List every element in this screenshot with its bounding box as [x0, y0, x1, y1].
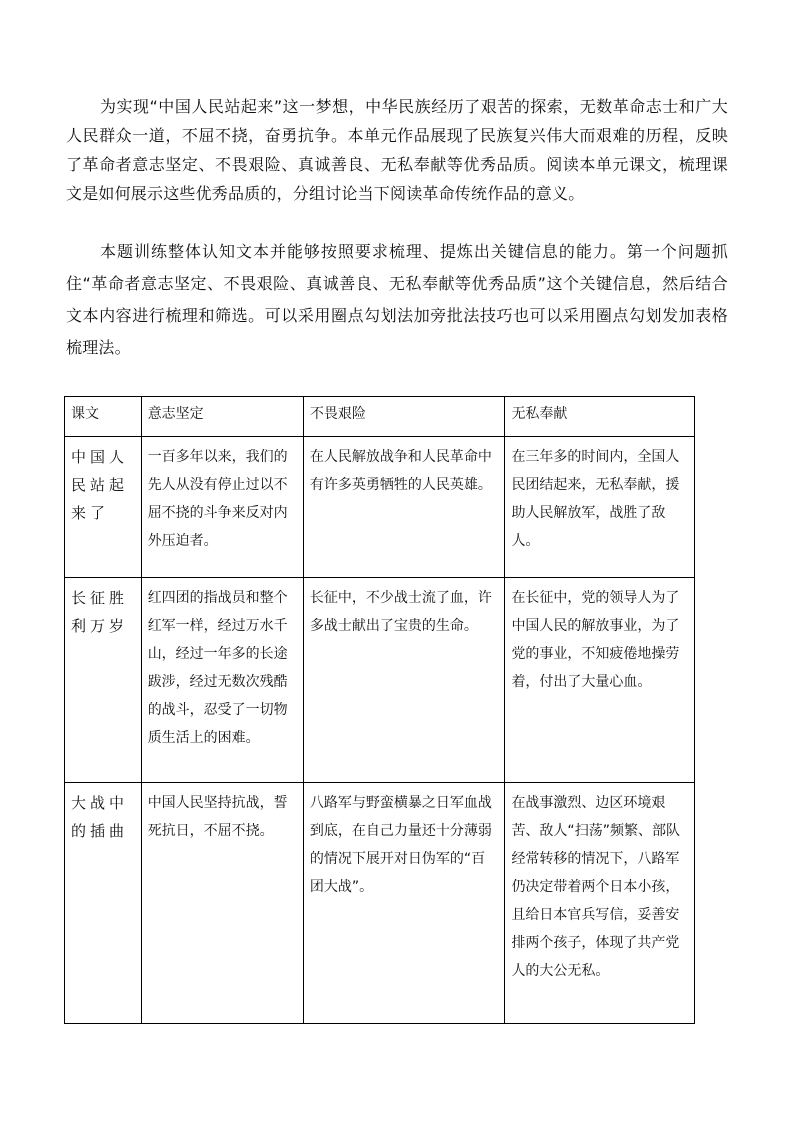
cell-selfless: 在战事激烈、边区环境艰苦、敌人“扫荡”频繁、部队经常转移的情况下，八路军仍决定带着两个日本小孩，且给日本官兵写信，妥善安排两个孩子，体现了共产党人的大公无私。 — [505, 783, 695, 1024]
quality-summary-table — [64, 396, 695, 1024]
row-title: 大战中的插曲 — [65, 783, 142, 1024]
row-title: 长征胜利万岁 — [65, 578, 142, 783]
table-row — [65, 437, 695, 578]
cell-determination: 红四团的指战员和整个红军一样，经过万水千山，经过一年多的长途跋涉，经过无数次残酷的战斗，忍受了一切物质生活上的困难。 — [141, 578, 303, 783]
header-fearless: 不畏艰险 — [303, 397, 505, 437]
cell-selfless: 在三年多的时间内，全国人民团结起来，无私奉献，援助人民解放军，战胜了敌人。 — [505, 437, 695, 578]
header-selfless: 无私奉献 — [505, 397, 695, 437]
header-text: 课文 — [65, 397, 142, 437]
table-row — [65, 578, 695, 783]
cell-fearless: 八路军与野蛮横暴之日军血战到底，在自己力量还十分薄弱的情况下展开对日伪军的“百团大战”。 — [303, 783, 505, 1024]
intro-paragraph: 为实现“中国人民站起来”这一梦想，中华民族经历了艰苦的探索，无数革命志士和广大人民群众一道，不屈不挠，奋勇抗争。本单元作品展现了民族复兴伟大而艰难的历程，反映了革命者意志坚定、不畏艰险、真诚善良、无私奉献等优秀品质。阅读本单元课文，梳理课文是如何展示这些优秀品质的，分组讨论当下阅读革命传统作品的意义。 — [66, 97, 728, 203]
cell-selfless: 在长征中，党的领导人为了中国人民的解放事业，为了党的事业，不知疲倦地操劳着，付出了大量心血。 — [505, 578, 695, 783]
table-header-row — [65, 397, 695, 437]
row-title: 中国人民站起来了 — [65, 437, 142, 578]
cell-fearless: 长征中，不少战士流了血，许多战士献出了宝贵的生命。 — [303, 578, 505, 783]
cell-determination: 中国人民坚持抗战，誓死抗日，不屈不挠。 — [141, 783, 303, 1024]
cell-determination: 一百多年以来，我们的先人从没有停止过以不屈不挠的斗争来反对内外压迫者。 — [141, 437, 303, 578]
analysis-paragraph: 本题训练整体认知文本并能够按照要求梳理、提炼出关键信息的能力。第一个问题抓住“革命者意志坚定、不畏艰险、真诚善良、无私奉献等优秀品质”这个关键信息，然后结合文本内容进行梳理和筛选。可以采用圈点勾划法加旁批法技巧也可以采用圈点勾划发加表格梳理法。 — [66, 242, 728, 357]
header-determination: 意志坚定 — [141, 397, 303, 437]
table-row — [65, 783, 695, 1024]
cell-fearless: 在人民解放战争和人民革命中有许多英勇牺牲的人民英雄。 — [303, 437, 505, 578]
